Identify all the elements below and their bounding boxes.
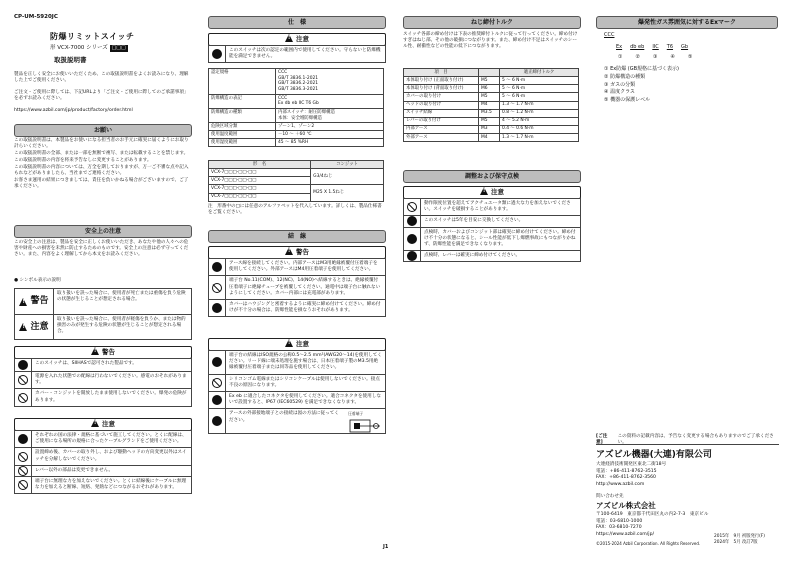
caution-triangle-icon: ! — [285, 34, 293, 42]
warning-desc: 取り扱いを誤った場合に、使用者が死亡または重傷を負う危険の状態が生じることが想定される場合。 — [57, 291, 186, 303]
spec-row — [209, 131, 384, 139]
spec-key: 防爆構造の種類 — [209, 109, 276, 123]
spec-key: 防爆構造の表記 — [209, 94, 276, 108]
torque-cell: 4 ～ 5.2 N·m — [500, 117, 579, 125]
company-cn-contact — [596, 462, 779, 489]
company-name-cn: アズビル機器(大連)有限公司 — [596, 450, 712, 460]
torque-row — [404, 125, 579, 133]
mandatory-icon — [18, 360, 28, 370]
torque-cell: 内部アース — [404, 125, 479, 133]
url-cn[interactable]: http://www.azbil.com — [596, 481, 645, 487]
torque-cell: 1.3 ～ 1.7 N·m — [500, 134, 579, 142]
onegai-item: この取扱説明書は、本製品をお使いになる担当者のお手元に確実に届くようにお取り計らいください。 — [14, 138, 189, 150]
wiring-caution-item: シリコンゴム電線またはシリコンケーブルは使用しないでください。接点不良の原因になります。 — [209, 375, 385, 392]
model-cell: VCX-7□□□-□□-□□ — [209, 177, 311, 185]
torque-cell: 0.8 ～ 1.2 N·m — [500, 109, 579, 117]
mandatory-icon — [212, 262, 222, 272]
fax-jp: FAX：03-6810-7270 — [596, 525, 642, 531]
spec-row — [209, 123, 384, 131]
spec-key: 使用湿度範囲 — [209, 139, 276, 147]
ex-part: Gb — [681, 44, 689, 50]
warning-triangle-icon: ! — [285, 247, 293, 255]
maintenance-header: 調整および保守点検 — [403, 170, 581, 183]
disassemble-prohibited-icon — [18, 452, 28, 462]
ex-part: db eb — [630, 44, 645, 50]
conduit-col-header: コンジット — [311, 161, 384, 169]
first-edition-date: 2015年 9月 初版発行(F) — [714, 534, 765, 539]
intro-text-1: 製品を正しく安全にお使いいただくため、この取扱説明書をよくお読みになり、理解した上でご使用ください。 — [14, 72, 189, 84]
caution-desc: 取り扱いを誤った場合に、使用者が軽傷を負うか、または物的損害のみが発生する危険の状態が生じることが想定される場合。 — [57, 317, 186, 335]
warning-symbol: ! 警告 — [15, 289, 54, 314]
manual-label: 取扱説明書 — [54, 56, 87, 64]
mandatory-icon — [212, 416, 222, 426]
ex-num: ② — [635, 54, 640, 60]
page-number: J1 — [383, 544, 389, 550]
wiring-caution-item: Ex eb に適合したコネクタを使用してください。適合コネクタを使用しないで設置すると、IP67 (IEC60529) を満足できなくなります。 — [209, 392, 385, 409]
model-cell: VCX-7□□□-□□-□□ — [209, 193, 311, 201]
spec-value: CCC Ex db eb IIC T6 Gb — [276, 94, 384, 108]
torque-cell: 5 ～ 6 N·m — [500, 85, 579, 93]
torque-row — [404, 93, 579, 101]
ex-marking — [616, 44, 688, 51]
caution-item: 設置締め後、カバーの取り外し、および駆動ヘッドの方向変更以外はスイッチを分解しないでください。 — [15, 448, 191, 465]
ex-legend-item: ④ 温度クラス — [604, 89, 635, 96]
caution-triangle-icon: ! — [19, 323, 27, 331]
exmark-header: 爆発性ガス雰囲気に対するExマーク — [596, 16, 778, 29]
symbol-table — [14, 288, 192, 340]
spec-key: 使用温度範囲 — [209, 131, 276, 139]
symbol-row-warning — [15, 289, 191, 315]
spec-table — [208, 68, 384, 147]
revision-history — [714, 534, 765, 546]
fax-cn: FAX：+86-411-8762-3560 — [596, 475, 656, 481]
torque-cell: 5 ～ 6 N·m — [500, 77, 579, 85]
prohibited-icon — [18, 375, 28, 385]
torque-cell: 5 ～ 6 N·m — [500, 93, 579, 101]
maintenance-item: 点検時、レバーは確実に締め付けてください。 — [404, 251, 580, 261]
prohibited-icon — [212, 283, 222, 293]
torque-cell: M5 — [479, 93, 500, 101]
ex-numbers — [618, 54, 692, 61]
wiring-warning-bar: ! 警告 — [208, 246, 386, 259]
torque-cell: 本体取り付け (正面取り付け) — [404, 77, 479, 85]
torque-col-header: 適正締付トルク — [500, 69, 579, 77]
torque-cell: レバーの取り付け — [404, 117, 479, 125]
torque-cell: M4 — [479, 134, 500, 142]
wiring-caution-item: アースの外部接地端子との接続は図の方法に従ってください。 圧着端子 — [209, 409, 385, 433]
spec-value: 45 ～ 85 %RH — [276, 139, 384, 147]
torque-cell: 0.4 ～ 0.6 N·m — [500, 125, 579, 133]
torque-cell: ヘッドの取り付け — [404, 101, 479, 109]
caution-bar: ! 注意 — [14, 418, 192, 431]
ex-legend-item: ⑤ 機器の保護レベル — [604, 97, 651, 103]
tel-cn: 電話：+86-411-8762-3515 — [596, 468, 657, 474]
caution-triangle-icon: ! — [91, 419, 99, 427]
maintenance-caution-list — [403, 198, 581, 262]
ex-num: ③ — [652, 54, 658, 60]
torque-row — [404, 85, 579, 93]
caution-triangle-icon: ! — [480, 187, 488, 195]
model-col-header: 形 名 — [209, 161, 311, 169]
caution-triangle-icon: ! — [285, 339, 293, 347]
mandatory-icon — [212, 357, 222, 367]
torque-cell: M3.5 — [479, 109, 500, 117]
warning-item: このスイッチは、SIIHASで認可された製品です。 — [15, 359, 191, 372]
spec-key: 危険区域分類 — [209, 123, 276, 131]
torque-row — [404, 117, 579, 125]
wiring-caution-bar: ! 注意 — [208, 338, 386, 351]
maintenance-item: このスイッチは5年を目安に交換してください。 — [404, 216, 580, 227]
conduit-cell: M25 X 1.5ねじ — [311, 185, 384, 201]
torque-cell: 外部アース — [404, 134, 479, 142]
mandatory-icon — [407, 251, 417, 261]
earth-diagram — [345, 409, 385, 433]
caution-item: それぞれの国の法律・規格に基づいて施工してください。とくに配線は、ご使用になる場所の規格に合ったケーブルグランドをご使用ください。 — [15, 431, 191, 448]
mandatory-icon — [212, 395, 222, 405]
revision-date: 2024年 5月 改訂7版 — [714, 540, 758, 546]
ex-part: IIC — [652, 44, 659, 50]
model-note: 注 形番中の□には任意のアルファベットを代入しています。詳しくは、製品仕様書をご覧ください。 — [208, 204, 382, 216]
symbol-row-caution — [15, 315, 191, 339]
torque-row — [404, 109, 579, 117]
torque-cell: M6 — [479, 85, 500, 93]
warning-item: 電源を入れた状態での配線は行わないでください。感電のおそれがあります。 — [15, 372, 191, 389]
warning-triangle-icon: ! — [91, 347, 99, 355]
warning-item: カバー・コンジットを開放したまま使用しないでください。爆発の危険があります。 — [15, 389, 191, 405]
model-table — [208, 160, 384, 202]
mandatory-icon — [212, 49, 222, 59]
copyright: ©2015-2024 Azbil Corporation. All Rights Reserved. — [596, 541, 701, 546]
maintenance-caution-bar: ! 注意 — [403, 186, 581, 199]
onegai-item: この取扱説明書の内容については、万全を期しておりますが、万一ご不審な点や記入もれなどがありましたら、当社までご連絡ください。 — [14, 164, 189, 176]
wiring-caution-list — [208, 350, 386, 434]
caution-item: レバー以外の部品は変更できません。 — [15, 466, 191, 477]
torque-cell: M5 — [479, 117, 500, 125]
spec-value: CCC GB/T 3836.1-2021 GB/T 3836.2-2021 GB/T 3836.3-2021 — [276, 69, 384, 95]
prohibited-icon — [18, 393, 28, 403]
ex-part: T6 — [666, 44, 674, 50]
torque-cell: カバーの取り付け — [404, 93, 479, 101]
torque-intro: スイッチ各部の締め付けは下表の推奨締付トルクに従って行ってください。締め付けすぎはねじ部、その他の破損につながります。また、締め付け不足はスイッチのシール性、耐衝性などの性能の低下につながります。 — [403, 32, 578, 50]
ex-legend-item: ③ ガスの分類 — [604, 81, 636, 88]
maintenance-item: 動作限度位置を超えてアクチュエータ類に過大な力を加えないでください。スイッチを破損することがあります。 — [404, 199, 580, 216]
url-jp[interactable]: https://www.azbil.com/jp/ — [596, 531, 655, 537]
model-series-label: 形 VCX-7000 シリーズ — [50, 45, 108, 51]
torque-row — [404, 134, 579, 142]
ex-legend-item: ② 防爆構造の種類 — [604, 73, 646, 80]
ccc-mark: CCC — [604, 32, 615, 38]
model-cell: VCX-7□□□-□□-□□ — [209, 169, 311, 177]
spec-caution-item: このスイッチは次の認定の範囲内で使用してください。守らないと防爆機能を満足できません。 — [209, 46, 385, 62]
torque-row — [404, 101, 579, 109]
doc-number: CP-UM-5920JC — [14, 14, 58, 20]
ex-num: ⑤ — [687, 54, 693, 60]
torque-cell: 1.3 ～ 1.7 N·m — [500, 101, 579, 109]
order-url[interactable]: https://www.azbil.com/jp/product/factory/order.html — [14, 108, 133, 113]
intro-text-2: ご注文・ご使用に際しては、下記URLより「ご注文・ご使用に際してのご承諾事項」を必ずお読みください。 — [14, 90, 189, 102]
spec-row — [209, 109, 384, 123]
caution-symbol: ! 注意 — [15, 315, 54, 339]
earth-label: 圧着端子 — [348, 411, 364, 417]
prohibited-icon — [18, 480, 28, 490]
spec-caution — [208, 45, 386, 63]
torque-row — [404, 77, 579, 85]
inquiry-label: 問い合わせ先 — [596, 494, 624, 499]
spec-value: 内部スイッチ：耐圧防爆構造 本体：安全増防爆構造 — [276, 109, 384, 123]
torque-header-row — [404, 69, 579, 77]
torque-cell: M3 — [479, 125, 500, 133]
warning-triangle-icon: ! — [19, 298, 27, 306]
ex-legend — [604, 66, 679, 105]
mandatory-icon — [407, 216, 417, 226]
torque-cell: 本体取り付け (背面取り付け) — [404, 85, 479, 93]
onegai-list — [14, 138, 192, 191]
company-name-jp: アズビル株式会社 — [596, 501, 656, 510]
spec-value: －10 ～ ＋60 ℃ — [276, 131, 384, 139]
wiring-warning-item: 端子台 No.11(COM)、12(NC)、14(NO)へ結線するときは、絶縁被覆付圧着端子に絶縁チューブを被覆してください。通電中は端子台に触れないようにしてください。カバー内部には充電部があります。 — [209, 276, 385, 300]
wiring-warning-item: アース線を接続してください。内部アースはM3用絶縁被覆付圧着端子を使用してください。外部アースはM4用圧着端子を使用してください。 — [209, 259, 385, 276]
torque-col-header: 項 目 — [404, 69, 479, 77]
ex-num: ① — [618, 54, 623, 60]
wiring-caution-item: 端子台の結線はISO規格の公称0.5～2.5 mm²(AWG20～14)を使用してください。リード線に端末処理を施す場合は、日本圧着端子製のM3.5用絶縁被覆付圧着端子または同等品を使用してください。 — [209, 351, 385, 375]
safety-text: この安全上の注意は、製品を安全に正しくお使いいただき、あなたや他の人々への危害や財産への損害を未然に防止するためのものです。安全上の注意は必ず守ってください。また、内容をよく理解してから本文をお読みください。 — [14, 240, 189, 258]
spec-caution-bar: ! 注意 — [208, 33, 386, 46]
spec-header: 仕 様 — [208, 16, 386, 29]
prohibited-icon — [18, 466, 28, 476]
doc-title: 防爆リミットスイッチ — [50, 32, 135, 41]
spec-row — [209, 69, 384, 95]
mandatory-icon — [212, 303, 222, 313]
torque-table — [403, 68, 579, 142]
warning-list — [14, 358, 192, 407]
spec-row — [209, 94, 384, 108]
spec-value: ゾーン1、ゾーン2 — [276, 123, 384, 131]
wiring-warning-item: カバーはハウジングと密着するように確実に締め付けてください。締め付けが不十分の場合は、防爆性能を損なうおそれがあります。 — [209, 300, 385, 316]
prohibited-icon — [212, 378, 222, 388]
onegai-item: お客さま運用の結果につきましては、責任を負いかねる場合がございますので、ご了承ください。 — [14, 178, 189, 190]
earth-terminal-diagram — [346, 414, 384, 436]
torque-header: ねじ締付トルク — [403, 16, 581, 29]
wiring-warning-list — [208, 258, 386, 317]
wiring-header: 結 線 — [208, 230, 386, 243]
notice-label: [ご注意] — [596, 434, 608, 446]
model-series — [50, 45, 128, 52]
onegai-header: お願い — [14, 124, 192, 137]
conduit-cell: G3/4ねじ — [311, 169, 384, 185]
caution-item: 端子台に無理な力を加えないでください。とくに結線後にケーブルに無理な力を加えると断線、短絡、発熱などにつながるおそれがあります。 — [15, 477, 191, 493]
tel-jp: 電話：03-6810-1000 — [596, 518, 643, 524]
ex-legend-item: ① Ex防爆 (GB規格に基づく表示) — [604, 66, 679, 72]
torque-cell: M5 — [479, 77, 500, 85]
maintenance-item: 点検時、カバーおよびコンジット部は確実に締め付けてください。締め付け不十分の状態になると、シール性能が低下し爆燃事故にもつながりかねず、防爆性能を満足できなくなります。 — [404, 228, 580, 252]
torque-col-header — [479, 69, 500, 77]
torque-cell: スイッチ結線 — [404, 109, 479, 117]
safety-header: 安全上の注意 — [14, 225, 192, 238]
notice-text: この資料の記載内容は、予告なく変更する場合もありますのでご了承ください。 — [617, 434, 774, 446]
onegai-item: この取扱説明書の全部、または一部を無断で複写、または転載することを禁じます。この取扱説明書の内容を将来予告なしに変更することがあります。 — [14, 151, 189, 163]
model-box: □□□ — [111, 45, 126, 51]
mandatory-icon — [407, 234, 417, 244]
spec-key: 認定規格 — [209, 69, 276, 95]
torque-cell: M4 — [479, 101, 500, 109]
ex-num: ④ — [670, 54, 675, 60]
caution-list — [14, 430, 192, 494]
mandatory-icon — [18, 434, 28, 444]
ex-part: Ex — [616, 44, 623, 50]
model-cell: VCX-7□□□-□□-□□ — [209, 185, 311, 193]
prohibited-icon — [407, 202, 417, 212]
symbol-note: ● シンボル表示の説明 — [14, 278, 61, 283]
spec-row — [209, 139, 384, 147]
address-cn: 大連経済技術開発区東北二街18号 — [596, 462, 667, 467]
warning-bar: ! 警告 — [14, 346, 192, 359]
address-jp: 〒100-6419 東京都千代田区丸の内2-7-3 東京ビル — [596, 512, 709, 517]
